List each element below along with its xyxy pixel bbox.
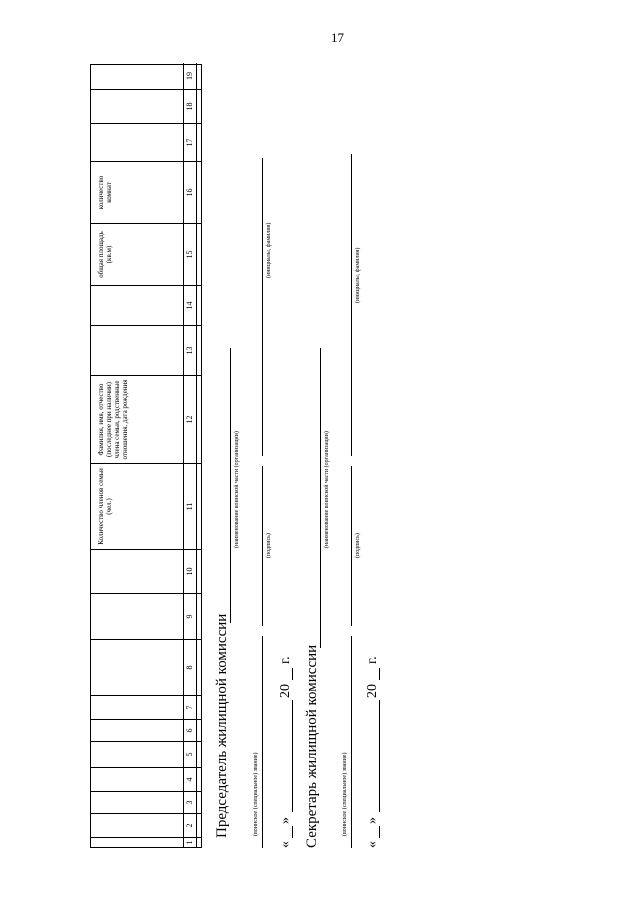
table-column bbox=[91, 695, 201, 719]
column-header: общая площадь (кв.м) bbox=[97, 231, 113, 278]
secretary-date-year: 20 bbox=[365, 684, 380, 698]
column-number: 17 bbox=[183, 124, 197, 161]
table-column bbox=[91, 223, 201, 285]
table-column bbox=[91, 741, 201, 767]
chairman-signature-line[interactable] bbox=[262, 466, 263, 626]
housing-table bbox=[90, 64, 202, 848]
chairman-date-year: 20 bbox=[278, 684, 293, 698]
table-column bbox=[91, 767, 201, 791]
chairman-org-caption: (наименование воинской части (организации) bbox=[234, 431, 240, 548]
secretary-date-day-line[interactable] bbox=[379, 826, 380, 838]
column-header bbox=[91, 124, 183, 161]
secretary-date-open: « bbox=[365, 841, 380, 848]
secretary-signature-caption: (подпись) bbox=[355, 533, 361, 558]
column-number: 2 bbox=[183, 814, 197, 837]
column-header bbox=[91, 326, 183, 375]
chairman-date-close: » bbox=[278, 817, 293, 824]
column-number: 3 bbox=[183, 792, 197, 813]
column-number: 10 bbox=[183, 550, 197, 593]
table-column bbox=[91, 837, 201, 847]
table-column bbox=[91, 719, 201, 741]
column-header bbox=[91, 286, 183, 325]
column-number: 4 bbox=[183, 768, 197, 791]
table-column bbox=[91, 63, 201, 89]
column-header: Фамилия, имя, отчество (последнее при наличии) члена семьи, родственные отношения, дата рождения bbox=[97, 379, 129, 460]
column-header bbox=[91, 720, 183, 741]
table-column bbox=[91, 791, 201, 813]
secretary-title: Секретарь жилищной комиссии bbox=[304, 644, 320, 848]
secretary-rank-caption: (воинское (специальное) звание) bbox=[342, 752, 348, 836]
chairman-name-line[interactable] bbox=[262, 158, 263, 456]
table-column bbox=[91, 325, 201, 375]
column-number: 12 bbox=[183, 376, 197, 463]
table-column bbox=[91, 123, 201, 161]
chairman-rank-line[interactable] bbox=[262, 636, 263, 848]
column-number: 9 bbox=[183, 594, 197, 639]
column-header bbox=[91, 550, 183, 593]
column-header bbox=[91, 814, 183, 837]
column-header bbox=[91, 594, 183, 639]
column-header bbox=[91, 792, 183, 813]
secretary-name-caption: (инициалы, фамилия) bbox=[355, 247, 361, 303]
column-number: 18 bbox=[183, 90, 197, 123]
secretary-signature-line[interactable] bbox=[351, 466, 352, 626]
chairman-name-caption: (инициалы, фамилия) bbox=[266, 222, 272, 278]
table-column bbox=[91, 463, 201, 549]
column-header bbox=[91, 696, 183, 719]
column-header: количество комнат bbox=[97, 175, 113, 210]
chairman-rank-caption: (воинское (специальное) звание) bbox=[253, 752, 259, 836]
table-column bbox=[91, 593, 201, 639]
secretary-org-line[interactable] bbox=[320, 348, 321, 648]
table-column bbox=[91, 813, 201, 837]
chairman-date-suffix: г. bbox=[278, 656, 293, 664]
column-header bbox=[91, 640, 183, 695]
chairman-date-month-line[interactable] bbox=[292, 700, 293, 812]
column-number: 5 bbox=[183, 742, 197, 767]
column-number: 1 bbox=[183, 838, 197, 847]
column-header bbox=[91, 90, 183, 123]
table-column bbox=[91, 375, 201, 463]
secretary-name-line[interactable] bbox=[351, 154, 352, 456]
chairman-title: Председатель жилищной комиссии bbox=[214, 613, 230, 838]
column-number: 7 bbox=[183, 696, 197, 719]
chairman-org-line[interactable] bbox=[230, 348, 231, 623]
page-number: 17 bbox=[331, 30, 344, 45]
chairman-date-day-line[interactable] bbox=[292, 826, 293, 838]
secretary-rank-line[interactable] bbox=[351, 636, 352, 848]
column-header: Количество членов семьи (чел.) bbox=[97, 468, 113, 545]
column-number: 6 bbox=[183, 720, 197, 741]
column-header bbox=[91, 742, 183, 767]
secretary-date-suffix: г. bbox=[365, 656, 380, 664]
chairman-date-open: « bbox=[278, 841, 293, 848]
table-column bbox=[91, 639, 201, 695]
column-number: 16 bbox=[183, 162, 197, 223]
table-column bbox=[91, 549, 201, 593]
column-number: 14 bbox=[183, 286, 197, 325]
column-number: 8 bbox=[183, 640, 197, 695]
column-number: 15 bbox=[183, 224, 197, 285]
secretary-date-year-line[interactable] bbox=[379, 668, 380, 680]
table-column bbox=[91, 285, 201, 325]
secretary-date-close: » bbox=[365, 817, 380, 824]
column-header bbox=[91, 838, 183, 847]
table-column bbox=[91, 89, 201, 123]
column-number: 19 bbox=[183, 63, 197, 89]
chairman-date-year-line[interactable] bbox=[292, 668, 293, 680]
secretary-date-month-line[interactable] bbox=[379, 700, 380, 812]
table-column bbox=[91, 161, 201, 223]
column-number: 13 bbox=[183, 326, 197, 375]
chairman-signature-caption: (подпись) bbox=[266, 533, 272, 558]
column-header bbox=[91, 768, 183, 791]
secretary-org-caption: (наименование воинской части (организации) bbox=[324, 431, 330, 548]
column-header bbox=[91, 63, 183, 89]
column-number: 11 bbox=[183, 464, 197, 549]
rotated-form bbox=[90, 58, 390, 848]
